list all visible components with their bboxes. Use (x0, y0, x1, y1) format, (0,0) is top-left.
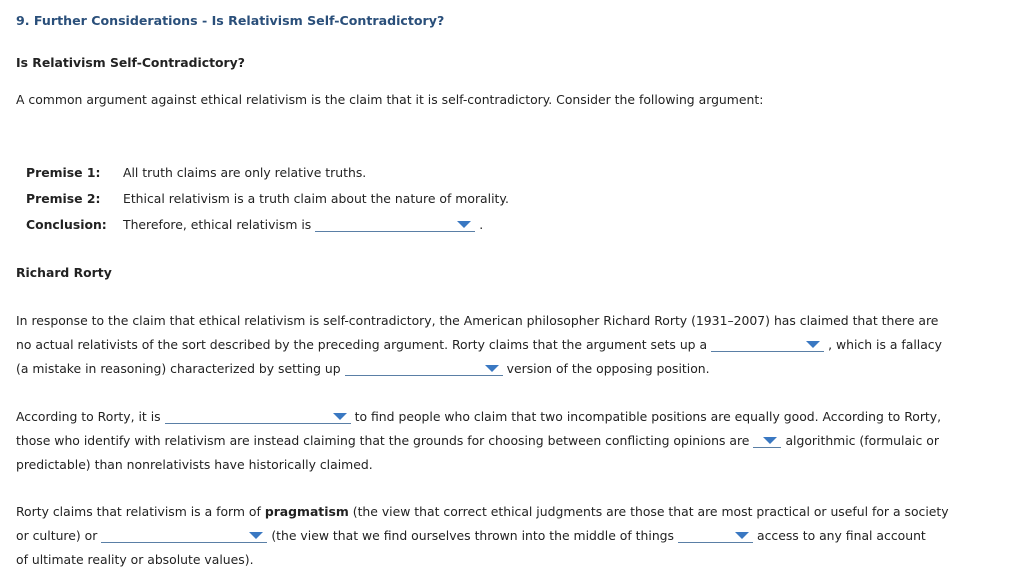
conclusion-dropdown[interactable] (315, 217, 475, 232)
p1-line3-text: (a mistake in reasoning) characterized by setting up (16, 361, 341, 376)
p2-line1-text: According to Rorty, it is (16, 409, 161, 424)
grounds-dropdown[interactable] (753, 433, 781, 448)
chevron-down-icon (249, 532, 263, 539)
p2-line2-text: those who identify with relativism are instead claiming that the grounds for choosing between conflicting opinions are (16, 433, 750, 448)
p2-line3: predictable) than nonrelativists have historically claimed. (16, 457, 373, 472)
rorty-find-dropdown[interactable] (165, 409, 351, 424)
section-heading-rorty: Richard Rorty (16, 265, 112, 280)
chevron-down-icon (763, 437, 777, 444)
premise2-text: Ethical relativism is a truth claim about the nature of morality. (123, 191, 509, 206)
pragmatism-term: pragmatism (264, 504, 349, 519)
p1-line2-tail: , which is a fallacy (828, 337, 942, 352)
premise1-text: All truth claims are only relative truths. (123, 165, 367, 180)
p3-line2 (16, 524, 926, 548)
p3-line1 (16, 500, 949, 524)
access-dropdown[interactable] (678, 528, 753, 543)
p1-line1: In response to the claim that ethical relativism is self-contradictory, the American philosopher Richard Rorty (1931–2007) has claimed that there are (16, 313, 939, 328)
p1-line3 (16, 357, 710, 381)
conclusion-text: Therefore, ethical relativism is (123, 217, 312, 232)
fallacy-dropdown[interactable] (711, 337, 824, 352)
version-dropdown[interactable] (345, 361, 503, 376)
p2-line2 (16, 429, 939, 453)
p1-line2 (16, 333, 942, 357)
chevron-down-icon (806, 341, 820, 348)
p3-line2-text: or culture) or (16, 528, 98, 543)
chevron-down-icon (333, 413, 347, 420)
intro-paragraph: A common argument against ethical relativism is the claim that it is self-contradictory. Consider the following argument: (16, 92, 764, 107)
chevron-down-icon (485, 365, 499, 372)
section-heading-self-contradictory: Is Relativism Self-Contradictory? (16, 55, 245, 70)
p2-line1-tail: to find people who claim that two incompatible positions are equally good. According to Rorty, (354, 409, 942, 424)
premise2-label: Premise 2: (26, 191, 101, 206)
chevron-down-icon (735, 532, 749, 539)
p3-line3: of ultimate reality or absolute values). (16, 552, 254, 567)
conclusion-label: Conclusion: (26, 217, 107, 232)
p3-line2-tail: access to any final account (757, 528, 926, 543)
conclusion-line (123, 217, 483, 232)
p1-line3-tail: version of the opposing position. (506, 361, 710, 376)
p3-line1-tail: (the view that correct ethical judgments are those that are most practical or useful for a society (352, 504, 949, 519)
p2-line2-tail: algorithmic (formulaic or (785, 433, 939, 448)
conclusion-period: . (479, 217, 484, 232)
premise1-label: Premise 1: (26, 165, 101, 180)
p1-line2-text: no actual relativists of the sort described by the preceding argument. Rorty claims that the argument sets up a (16, 337, 708, 352)
pragmatism-alt-dropdown[interactable] (101, 528, 267, 543)
chevron-down-icon (457, 221, 471, 228)
page-title: 9. Further Considerations - Is Relativism Self-Contradictory? (16, 13, 445, 28)
p3-line1-text: Rorty claims that relativism is a form of (16, 504, 261, 519)
p3-line2-mid: (the view that we find ourselves thrown into the middle of things (271, 528, 675, 543)
p2-line1 (16, 405, 941, 429)
